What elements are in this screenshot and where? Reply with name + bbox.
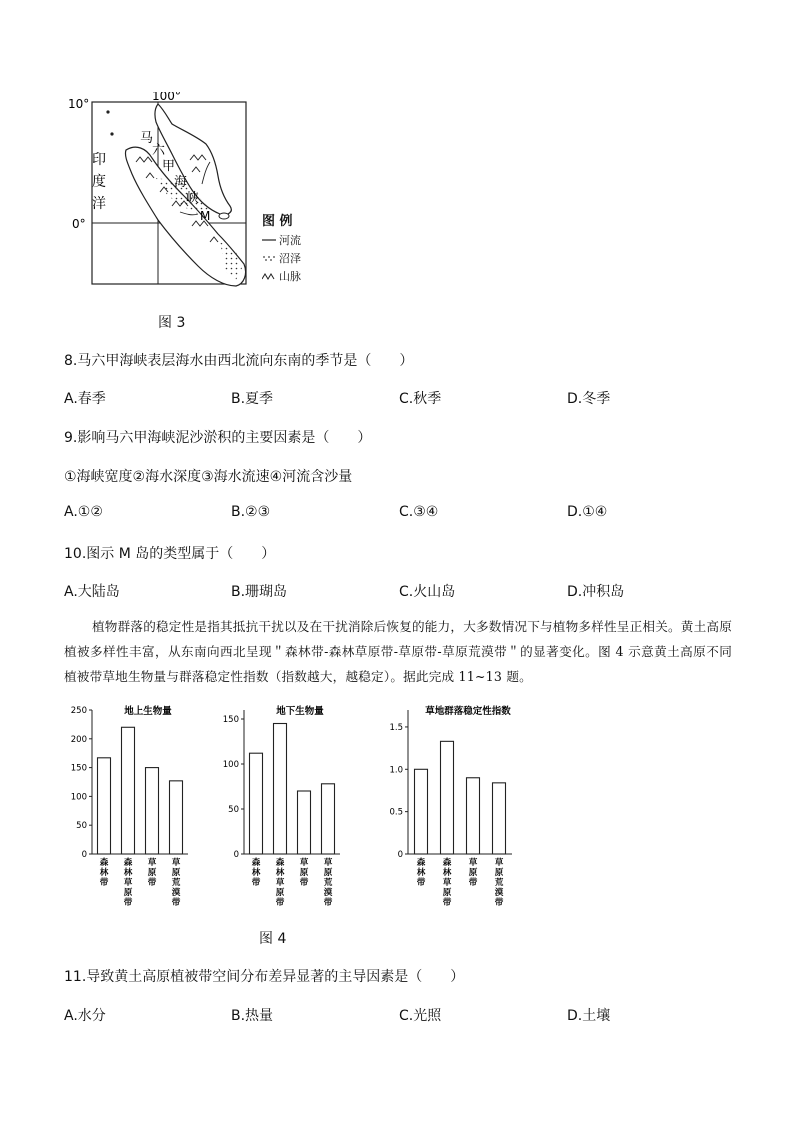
- lat-0-label: 0°: [72, 217, 86, 231]
- islet: [110, 132, 113, 135]
- strait-label-5: 峡: [186, 191, 200, 206]
- y-tick-label: 50: [76, 821, 87, 832]
- y-tick-label: 0.5: [389, 807, 403, 818]
- figure3-legend: [262, 210, 342, 285]
- bar: [467, 778, 480, 854]
- category-label: 森林草原带: [275, 858, 285, 908]
- indian-ocean-label-1: 印: [92, 152, 106, 168]
- q9-option-b[interactable]: B.②③: [231, 504, 271, 520]
- category-label: 森林带: [99, 858, 109, 888]
- m-island: [219, 213, 229, 219]
- y-tick-label: 100: [222, 760, 239, 770]
- category-label: 森林草原带: [123, 858, 133, 908]
- indian-ocean-label-3: 洋: [92, 196, 106, 212]
- y-tick-label: 0: [233, 850, 239, 860]
- strait-label-2: 六: [152, 143, 166, 158]
- q9-option-c[interactable]: C.③④: [399, 504, 439, 520]
- bar: [170, 781, 183, 854]
- q8-option-c[interactable]: C.秋季: [399, 391, 442, 407]
- y-tick-label: 50: [228, 805, 239, 815]
- category-label: 草原带: [147, 858, 157, 888]
- bar: [274, 724, 287, 855]
- strait-label-3: 甲: [162, 159, 176, 174]
- lon-100-label: 100°: [152, 92, 181, 103]
- reading-passage: 植物群落的稳定性是指其抵抗干扰以及在干扰消除后恢复的能力，大多数情况下与植物多样性呈正相关。黄土高原植被多样性丰富，从东南向西北呈现＂森林带-森林草原带-草原带-草原荒漠带＂的显著变化。图 4 示意黄土高原不同植被带草地生物量与群落稳定性指数（指数越大，越稳定）。据此完成 11~13 题。: [64, 619, 732, 684]
- bar: [441, 741, 454, 854]
- q8-option-b[interactable]: B.夏季: [231, 391, 274, 407]
- bar: [98, 758, 111, 854]
- question-9-stem: 9.影响马六甲海峡泥沙淤积的主要因素是（ ）: [64, 430, 372, 446]
- legend-item-river: 河流: [262, 231, 342, 249]
- y-tick-label: 150: [70, 763, 87, 774]
- category-label: 草原带: [468, 858, 478, 888]
- figure3-caption: 图 3: [158, 315, 186, 331]
- lat-10-label: 10°: [68, 97, 90, 111]
- category-label: 草原荒漠带: [171, 858, 181, 908]
- bar: [415, 769, 428, 854]
- y-tick-label: 250: [70, 706, 87, 716]
- y-tick-label: 1.5: [389, 722, 403, 733]
- figure4-charts: [60, 700, 530, 915]
- legend-item-swamp: 沼泽: [262, 249, 342, 267]
- chart-title: 地上生物量: [124, 706, 172, 717]
- question-9-items: ①海峡宽度②海水深度③海水流速④河流含沙量: [64, 469, 353, 485]
- q10-option-a[interactable]: A.大陆岛: [64, 584, 120, 600]
- category-label: 森林草原带: [442, 858, 452, 908]
- y-tick-label: 0: [81, 850, 87, 860]
- q11-option-b[interactable]: B.热量: [231, 1008, 274, 1024]
- bar: [322, 784, 335, 854]
- question-11-stem: 11.导致黄土高原植被带空间分布差异显著的主导因素是（ ）: [64, 969, 465, 985]
- bar: [122, 727, 135, 854]
- q9-option-a[interactable]: A.①②: [64, 504, 103, 520]
- y-tick-label: 150: [222, 715, 239, 725]
- category-label: 森林带: [416, 858, 426, 888]
- bar: [250, 753, 263, 854]
- y-tick-label: 1.0: [389, 765, 403, 776]
- q11-option-c[interactable]: C.光照: [399, 1008, 442, 1024]
- q10-option-d[interactable]: D.冲积岛: [567, 584, 625, 600]
- y-tick-label: 200: [70, 734, 87, 745]
- bar: [146, 768, 159, 854]
- bar: [298, 791, 311, 854]
- y-tick-label: 100: [70, 792, 87, 803]
- legend-title: 图 例: [262, 214, 293, 229]
- y-tick-label: 0: [397, 850, 403, 860]
- swamp-dots-icon: [262, 254, 276, 262]
- question-10-stem: 10.图示 M 岛的类型属于（ ）: [64, 546, 276, 562]
- q9-option-d[interactable]: D.①④: [567, 504, 608, 520]
- indian-ocean-label-2: 度: [92, 174, 106, 190]
- q10-option-c[interactable]: C.火山岛: [399, 584, 456, 600]
- chart-title: 草地群落稳定性指数: [425, 706, 511, 717]
- chart-title: 地下生物量: [276, 706, 324, 717]
- q8-option-a[interactable]: A.春季: [64, 391, 106, 407]
- figure4-caption: 图 4: [259, 931, 287, 947]
- river-line-icon: [262, 236, 276, 244]
- category-label: 草原荒漠带: [494, 858, 504, 908]
- m-island-label: M: [200, 209, 211, 223]
- category-label: 森林带: [251, 858, 261, 888]
- q11-option-d[interactable]: D.土壤: [567, 1008, 611, 1024]
- bar: [493, 783, 506, 854]
- q11-option-a[interactable]: A.水分: [64, 1008, 106, 1024]
- legend-item-mountain: 山脉: [262, 267, 342, 285]
- mountain-symbol-icon: [262, 272, 276, 280]
- strait-label-4: 海: [174, 175, 188, 190]
- q10-option-b[interactable]: B.珊瑚岛: [231, 584, 288, 600]
- strait-label-1: 马: [140, 131, 154, 146]
- islet: [106, 110, 109, 113]
- category-label: 草原荒漠带: [323, 858, 333, 908]
- figure4-svg: [60, 700, 530, 915]
- question-8-stem: 8.马六甲海峡表层海水由西北流向东南的季节是（ ）: [64, 353, 414, 369]
- category-label: 草原带: [299, 858, 309, 888]
- q8-option-d[interactable]: D.冬季: [567, 391, 611, 407]
